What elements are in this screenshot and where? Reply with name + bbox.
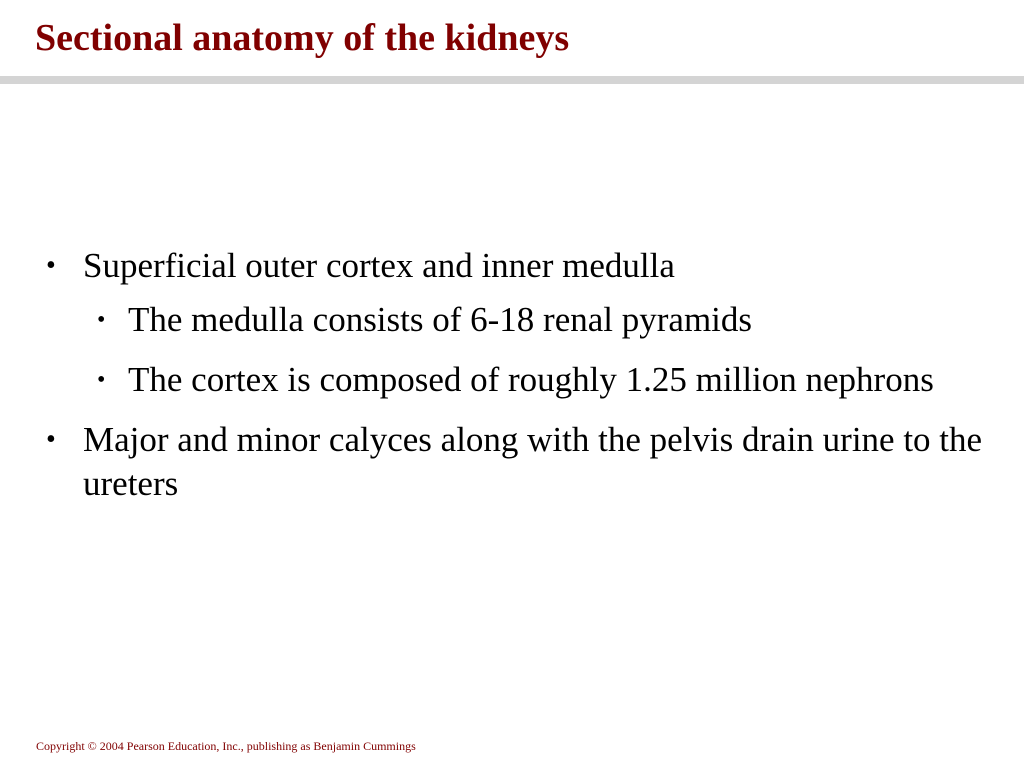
title-divider [0,76,1024,84]
bullet-text: Superficial outer cortex and inner medulla [83,246,675,285]
sub-bullet-item [83,358,986,402]
sub-bullet-list [83,298,986,402]
bullet-item [46,418,986,506]
bullet-icon: • [46,250,56,281]
sub-bullet-text: The medulla consists of 6-18 renal pyramids [128,300,753,339]
sub-bullet-text: The cortex is composed of roughly 1.25 million nephrons [128,360,934,399]
bullet-icon: • [97,367,106,393]
bullet-text: Major and minor calyces along with the pelvis drain urine to the ureters [83,420,983,503]
copyright-footer: Copyright © 2004 Pearson Education, Inc., publishing as Benjamin Cummings [36,739,416,753]
slide-title: Sectional anatomy of the kidneys [35,17,570,59]
sub-bullet-item [83,298,986,342]
bullet-icon: • [97,307,106,333]
bullet-icon: • [46,424,56,455]
bullet-list [46,244,986,522]
bullet-item [46,244,986,402]
